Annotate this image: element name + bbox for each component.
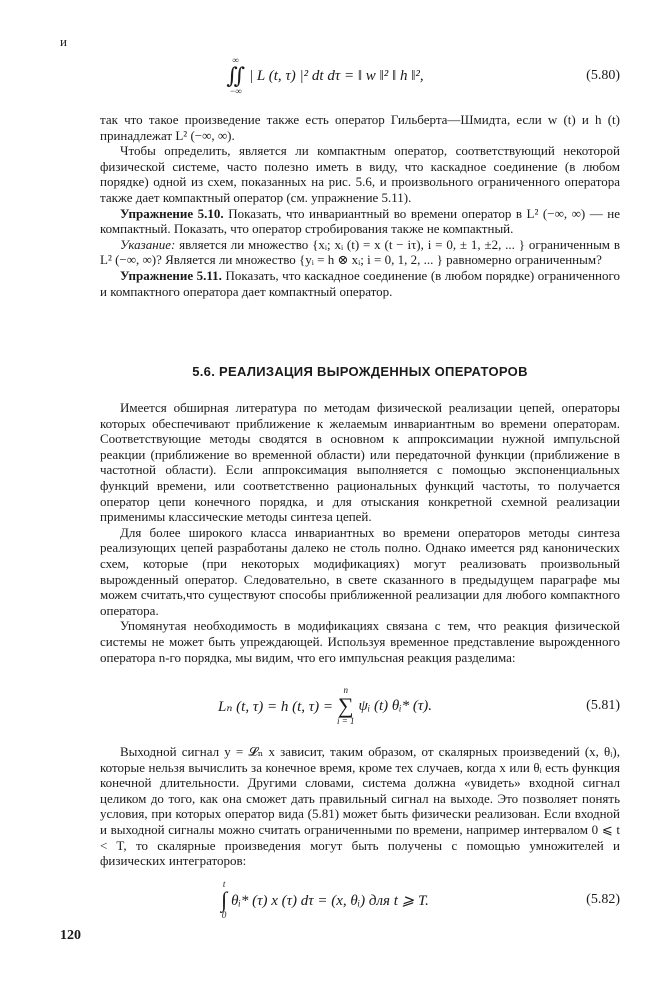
equation-5-81-number: (5.81) bbox=[586, 698, 620, 713]
paragraph-compactness: Чтобы определить, является ли компактным оператор, соответствующий некоторой физической системе, часто полезно иметь в виду, что каскадное соединение (в любом порядке) одной из схем, показанных на рис. 5.6, и произвольного ограниченного оператора также дает компактный оператор (см. упражнение 5.11). bbox=[100, 143, 620, 205]
equation-5-82-number: (5.82) bbox=[586, 892, 620, 907]
lead-word: и bbox=[60, 34, 67, 49]
equation-5-81-lhs: Lₙ (t, τ) = h (t, τ) = bbox=[218, 698, 333, 715]
page-number: 120 bbox=[60, 928, 81, 943]
integral-upper-limit: t bbox=[222, 879, 226, 889]
equation-5-81 bbox=[100, 686, 620, 726]
double-integral bbox=[226, 56, 245, 96]
equation-5-80-number: (5.80) bbox=[586, 68, 620, 83]
equation-5-82-body: θᵢ* (τ) x (τ) dτ = (x, θᵢ) для t ⩾ T. bbox=[231, 892, 429, 909]
hint-label: Указание: bbox=[120, 236, 176, 252]
text-block-bottom bbox=[100, 744, 620, 869]
summation bbox=[337, 686, 355, 726]
exercise-5-11 bbox=[100, 268, 620, 299]
equation-5-80-formula bbox=[100, 56, 550, 96]
paragraph-wider-class: Для более широкого класса инвариантных во времени операторов методы синтеза реализующих цепей разработаны далеко не столь полно. Однако имеется ряд канонических схем, которые (при некоторых модификациях) могут реализовать произвольный вырожденный оператор. Следовательно, в свете сказанного в предыдущем параграфе мы можем считать,что существуют способы приближенной реализации для любого компактного оператора. bbox=[100, 524, 620, 618]
sum-sign: ∑ bbox=[337, 693, 354, 718]
equation-5-81-rhs: ψᵢ (t) θᵢ* (τ). bbox=[358, 697, 432, 714]
hint-text: является ли множество {xᵢ; xᵢ (t) = x (t − iτ), i = 0, ± 1, ±2, ... } ограниченным в L² (−∞, ∞)? Является ли множество {yᵢ = h ⊗ xᵢ; i = 0, 1, 2, ... } равномерно ограниченным? bbox=[100, 236, 621, 268]
equation-5-80-body: | L (t, τ) |² dt dτ = ‖ w ‖² ‖ h ‖², bbox=[249, 67, 424, 84]
equation-5-82-formula bbox=[100, 880, 550, 920]
sum-upper-limit: n bbox=[343, 685, 348, 695]
integral-sign: ∫ bbox=[221, 887, 228, 912]
exercise-5-10-text: Показать, что инвариантный во времени оператор в L² (−∞, ∞) — не компактный. Показать, что оператор стробирования также не компактный. bbox=[100, 205, 621, 237]
integral-lower-limit: 0 bbox=[221, 910, 227, 920]
paragraph-literature: Имеется обширная литература по методам физической реализации цепей, операторы которых обеспечивают приближение к желаемым инвариантным во времени операторам. Соответствующие методы сводятся в основном к аппроксимации нужной импульсной реакции (приближение во временной области) или передаточной функции (приближение в частотной области). Если аппроксимация выполняется с помощью экспоненциальных функций времени, или соответственно рациональных функций частоты, то получается оператор цепи конечного порядка, и для отыскания конкретной схемной реализации применимы классические методы синтеза цепей. bbox=[100, 400, 620, 525]
sum-lower-limit: i = 1 bbox=[336, 716, 355, 726]
hint bbox=[100, 237, 620, 268]
integral-lower-limit: −∞ bbox=[229, 86, 242, 96]
equation-5-81-formula bbox=[100, 686, 550, 726]
exercise-5-11-text: Показать, что каскадное соединение (в любом порядке) ограниченного и компактного оператора дает компактный оператор. bbox=[100, 267, 620, 299]
section-heading: 5.6. РЕАЛИЗАЦИЯ ВЫРОЖДЕННЫХ ОПЕРАТОРОВ bbox=[192, 364, 528, 379]
integral bbox=[221, 880, 227, 920]
integral-sign: ∬ bbox=[226, 63, 246, 88]
text-block-top bbox=[100, 112, 620, 299]
paragraph-hilbert-schmidt: так что такое произведение также есть оператор Гильберта—Шмидта, если w (t) и h (t) принадлежат L² (−∞, ∞). bbox=[100, 112, 620, 143]
equation-5-82 bbox=[100, 880, 620, 920]
exercise-5-11-label: Упражнение 5.11. bbox=[120, 267, 222, 283]
exercise-5-10 bbox=[100, 206, 620, 237]
text-block-middle bbox=[100, 400, 620, 665]
exercise-5-10-label: Упражнение 5.10. bbox=[120, 205, 224, 221]
integral-upper-limit: ∞ bbox=[232, 55, 239, 65]
paragraph-modifications: Упомянутая необходимость в модификациях связана с тем, что реакция физической системы не может быть упреждающей. Используя временное представление вырожденного оператора n-го порядка, мы видим, что его импульсная реакция разделима: bbox=[100, 618, 620, 665]
paragraph-output-signal: Выходной сигнал y = 𝓛ₙ x зависит, таким образом, от скалярных произведений (x, θᵢ), которые нельзя вычислить за конечное время, кроме тех случаев, когда x или θᵢ есть функция конечной длительности. Другими словами, система должна «увидеть» входной сигнал целиком до того, как она сможет дать правильный сигнал на выходе. Это позволяет понять условия, при которых оператор вида (5.81) может быть физически реализован. Если входной и выходной сигналы можно считать ограниченными по времени, например интервалом 0 ⩽ t < T, то скалярные произведения могут быть получены с помощью умножителей и физических интеграторов: bbox=[100, 744, 620, 869]
equation-5-80 bbox=[100, 56, 620, 96]
